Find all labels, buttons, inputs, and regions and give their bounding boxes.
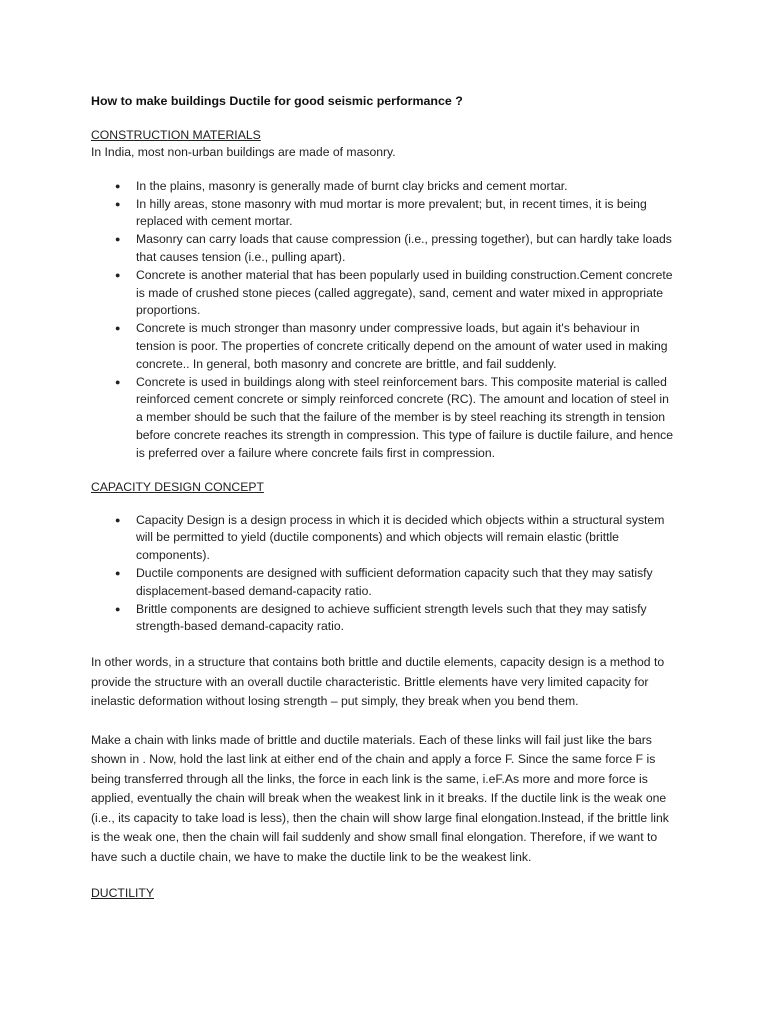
list-item: ● In the plains, masonry is generally made of burnt clay bricks and cement mortar. xyxy=(91,178,677,196)
bullet-icon: ● xyxy=(115,198,121,209)
bullet-icon: ● xyxy=(115,180,121,191)
section-heading-ductility: DUCTILITY xyxy=(91,886,154,901)
bullet-icon: ● xyxy=(115,269,121,280)
list-item: ● Concrete is much stronger than masonry under compressive loads, but again it's behaviour in tension is poor. The properties of concrete critically depend on the amount of water used in making concrete.. In general, both masonry and concrete are brittle, and fail suddenly. xyxy=(115,321,668,371)
capacity-design-paragraph-1: In other words, in a structure that contains both brittle and ductile elements, capacity design is a method to provide the structure with an overall ductile characteristic. Brittle elements have very limited capacity for inelastic deformation without losing strength – put simply, they break when you bend them. xyxy=(91,655,665,709)
bullet-icon: ● xyxy=(115,603,121,614)
bullet-icon: ● xyxy=(115,323,121,334)
bullet-icon: ● xyxy=(115,376,121,387)
capacity-design-list xyxy=(91,512,677,637)
list-item: ● Ductile components are designed with sufficient deformation capacity such that they may satisfy displacement-based demand-capacity ratio. xyxy=(115,565,653,598)
list-item: ● Masonry can carry loads that cause compression (i.e., pressing together), but can hardly take loads that causes tension (i.e., pulling apart). xyxy=(115,232,672,264)
document-page xyxy=(91,93,677,902)
construction-materials-intro: In India, most non-urban buildings are made of masonry. xyxy=(91,145,396,159)
section-heading-construction-materials: CONSTRUCTION MATERIALS xyxy=(91,128,261,142)
bullet-icon: ● xyxy=(115,514,121,525)
list-item: ● Brittle components are designed to achieve sufficient strength levels such that they may satisfy strength-based demand-capacity ratio. xyxy=(115,601,647,634)
list-item: ● In hilly areas, stone masonry with mud mortar is more prevalent; but, in recent times, it is being replaced with cement mortar. xyxy=(115,196,647,229)
construction-materials-list xyxy=(91,178,677,463)
section-heading-capacity-design: CAPACITY DESIGN CONCEPT xyxy=(91,479,264,494)
list-item: ● Concrete is another material that has been popularly used in building construction.Cement concrete is made of crushed stone pieces (called aggregate), sand, cement and water mixed in appropriate proportions. xyxy=(115,267,673,318)
bullet-icon: ● xyxy=(115,567,121,578)
bullet-icon: ● xyxy=(115,234,121,245)
capacity-design-paragraph-2: Make a chain with links made of brittle and ductile materials. Each of these links will fail just like the bars shown in . Now, hold the last link at either end of the chain and apply a force F. Since the same force F is being transferred through all the links, the force in each link is the same, i.eF.As more and more force is applied, eventually the chain will break when the weakest link in it breaks. If the ductile link is the weak one (i.e., its capacity to take load is less), then the chain will show large final elongation.Instead, if the brittle link is the weak one, then the chain will fail suddenly and show small final elongation. Therefore, if we want to have such a ductile chain, we have to make the ductile link to be the weakest link. xyxy=(91,732,669,864)
list-item: ● Concrete is used in buildings along with steel reinforcement bars. This composite material is called reinforced cement concrete or simply reinforced concrete (RC). The amount and location of steel in a member should be such that the failure of the member is by steel reaching its strength in tension before concrete reaches its strength in compression. This type of failure is ductile failure, and hence is preferred over a failure where concrete fails first in compression. xyxy=(115,374,673,460)
list-item: ● Capacity Design is a design process in which it is decided which objects within a structural system will be permitted to yield (ductile components) and which objects will remain elastic (brittle components). xyxy=(115,512,665,563)
document-title: How to make buildings Ductile for good seismic performance ? xyxy=(91,94,463,108)
